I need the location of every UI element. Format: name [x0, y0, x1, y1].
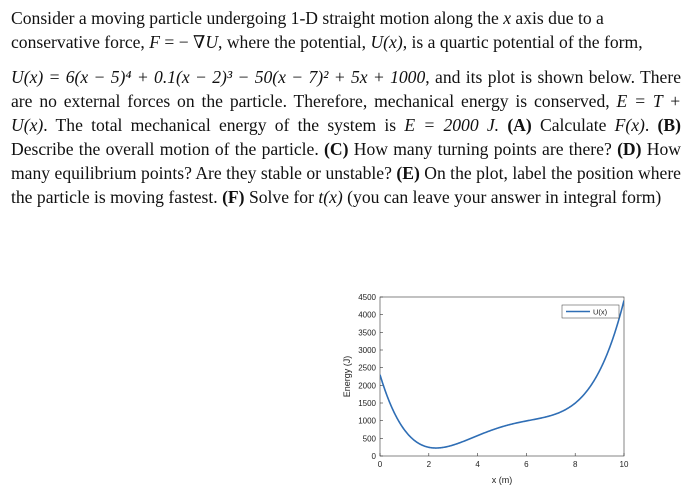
y-tick-label: 4500	[358, 293, 376, 302]
x-tick-label: 6	[524, 460, 529, 469]
y-tick-label: 1500	[358, 399, 376, 408]
intro-text-5: , is a quartic potential of the form,	[402, 32, 643, 52]
y-tick-label: 2500	[358, 363, 376, 373]
intro-var-u: U	[205, 32, 219, 52]
y-tick-label: 1000	[358, 416, 376, 426]
x-tick-label: 2	[426, 460, 432, 469]
part-b-text: Describe the overall motion of the particle.	[11, 139, 325, 159]
x-tick-label: 0	[377, 460, 383, 469]
part-f-math: t(x)	[318, 187, 343, 207]
energy-value: E = 2000 J.	[404, 115, 500, 135]
problem-body	[11, 65, 681, 209]
potential-equation: U(x) = 6(x − 5)⁴ + 0.1(x − 2)³ − 50(x − 7)² + 5x + 1000	[11, 67, 426, 87]
potential-chart	[330, 285, 640, 490]
body-text-1: , and its plot is shown below. There are no external forces on the particle. Therefore, mechanical energy is conserved,	[11, 67, 682, 111]
legend-label-u: U(x)	[593, 307, 608, 317]
y-tick-label: 2000	[358, 381, 376, 391]
chart-legend	[562, 305, 619, 318]
problem-statement	[11, 6, 681, 209]
part-e-label: (E)	[396, 163, 420, 183]
part-c-label: (C)	[324, 139, 349, 159]
part-f-text: Solve for	[244, 187, 319, 207]
part-f-end: (you can leave your answer in integral form)	[342, 187, 662, 207]
x-tick-label: 4	[475, 460, 480, 469]
part-f-label: (F)	[222, 187, 245, 207]
part-c-text: How many turning points are there?	[348, 139, 618, 159]
part-d-text: How many equilibrium points? Are they stable or unstable?	[11, 139, 681, 183]
intro-var-f: F	[149, 32, 160, 52]
y-axis-label: Energy (J)	[342, 355, 352, 398]
intro-text-2: axis due to a conservative force,	[11, 8, 604, 52]
part-a-end: .	[644, 115, 658, 135]
y-tick-label: 500	[362, 434, 376, 444]
part-e-text: On the plot, label the position where the particle is moving fastest.	[11, 163, 681, 207]
intro-var-x: x	[503, 8, 512, 28]
part-d-label: (D)	[617, 139, 642, 159]
y-tick-label: 3000	[358, 346, 376, 355]
intro-var-ux: U(x)	[370, 32, 403, 52]
y-tick-label: 0	[371, 452, 376, 461]
x-tick-label: 10	[619, 460, 629, 469]
problem-intro	[11, 6, 681, 54]
energy-equation: E = T + U(x)	[11, 91, 682, 135]
intro-text-4: , where the potential,	[218, 32, 371, 52]
part-a-math: F(x)	[614, 115, 645, 135]
body-text-2: . The total mechanical energy of the system is	[43, 115, 405, 135]
x-tick-label: 8	[572, 460, 578, 469]
potential-chart-svg	[330, 285, 640, 490]
x-axis-label: x (m)	[491, 475, 513, 485]
intro-text-1: Consider a moving particle undergoing 1-D straight motion along the	[11, 8, 504, 28]
plot-area	[380, 297, 624, 456]
y-tick-label: 4000	[358, 310, 376, 320]
intro-text-3: = − ∇	[159, 32, 206, 52]
part-a-text: Calculate	[531, 115, 615, 135]
y-tick-label: 3500	[358, 328, 376, 338]
part-b-label: (B)	[657, 115, 681, 135]
part-a-label: (A)	[507, 115, 532, 135]
